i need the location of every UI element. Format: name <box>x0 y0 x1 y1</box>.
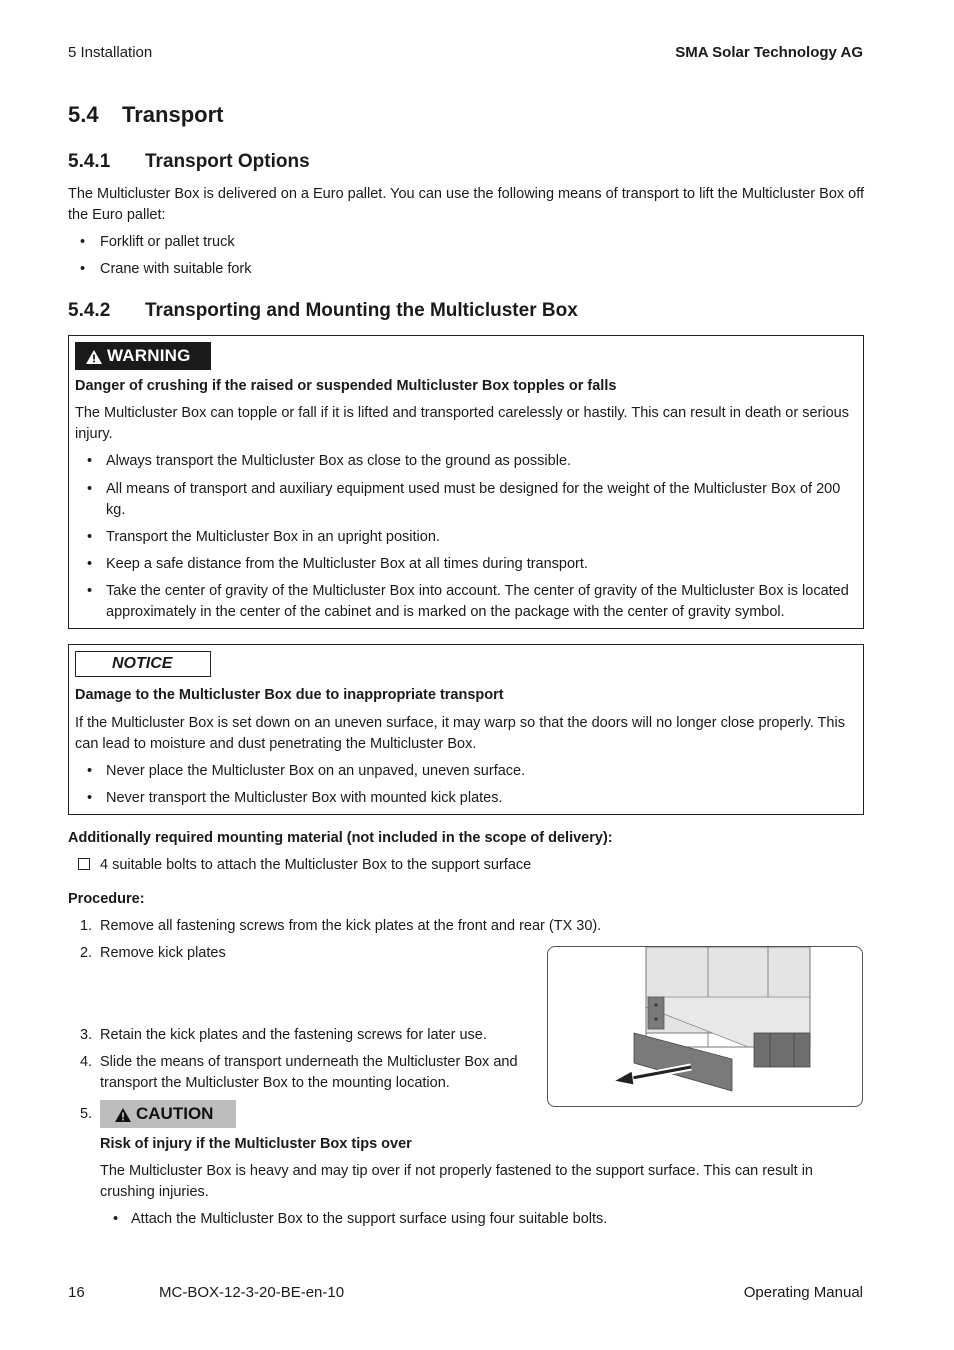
notice-text: If the Multicluster Box is set down on an uneven surface, it may warp so that the doors will no longer close properly. This can lead to moisture and dust penetrating the Multicluster Box. <box>75 715 845 752</box>
material-heading: Additionally required mounting material (not included in the scope of delivery): <box>68 830 613 846</box>
step-text: Remove kick plates <box>100 945 226 961</box>
step-number: 4. <box>80 1054 93 1070</box>
warning-text: The Multicluster Box can topple or fall if it is lifted and transported carelessly or hastily. This can result in death or serious injury. <box>75 405 849 442</box>
step-text: Slide the means of transport underneath the Multicluster Box and transport the Multicluster Box to the mounting location. <box>100 1054 518 1091</box>
bullet: • <box>87 583 93 599</box>
caution-heading: Risk of injury if the Multicluster Box tips over <box>100 1136 412 1152</box>
section-heading <box>68 102 223 128</box>
step-number: 3. <box>80 1027 93 1043</box>
step-number: 2. <box>80 945 93 961</box>
transport-intro: The Multicluster Box is delivered on a Euro pallet. You can use the following means of transport to lift the Multicluster Box off the Euro pallet: <box>68 186 865 223</box>
subsection-title: Transport Options <box>145 151 310 172</box>
bullet: • <box>80 261 86 277</box>
warning-item: Always transport the Multicluster Box as close to the ground as possible. <box>106 453 572 469</box>
list-item: Crane with suitable fork <box>100 261 252 277</box>
caution-item: Attach the Multicluster Box to the support surface using four suitable bolts. <box>131 1211 608 1227</box>
caution-label-text: CAUTION <box>136 1104 214 1123</box>
step-text: Retain the kick plates and the fastening screws for later use. <box>100 1027 487 1043</box>
step-number: 5. <box>80 1106 93 1122</box>
material-item: 4 suitable bolts to attach the Multicluster Box to the support surface <box>100 857 532 873</box>
subsection-heading-options <box>68 151 310 173</box>
bullet: • <box>80 234 86 250</box>
caution-label <box>100 1100 236 1128</box>
notice-heading: Damage to the Multicluster Box due to inappropriate transport <box>75 687 504 703</box>
subsection-heading-mounting <box>68 300 578 322</box>
step-text: Remove all fastening screws from the kick plates at the front and rear (TX 30). <box>100 918 602 934</box>
subsection-number: 5.4.2 <box>68 300 111 321</box>
warning-label <box>75 342 211 370</box>
bullet: • <box>87 790 93 806</box>
warning-heading: Danger of crushing if the raised or suspended Multicluster Box topples or falls <box>75 378 617 394</box>
running-header-company: SMA Solar Technology AG <box>675 44 863 61</box>
subsection-title: Transporting and Mounting the Multicluster Box <box>145 300 578 321</box>
page-number: 16 <box>68 1284 85 1301</box>
warning-item: All means of transport and auxiliary equipment used must be designed for the weight of the Multicluster Box of 200 kg. <box>106 481 841 518</box>
list-item: Forklift or pallet truck <box>100 234 235 250</box>
bullet: • <box>87 453 93 469</box>
warning-label-text: WARNING <box>107 346 191 365</box>
cabinet-kick-plate-drawing <box>548 947 863 1107</box>
warning-item: Keep a safe distance from the Multicluster Box at all times during transport. <box>106 556 588 572</box>
manual-title: Operating Manual <box>743 1284 863 1301</box>
procedure-heading: Procedure: <box>68 891 145 907</box>
bullet: • <box>87 763 93 779</box>
bullet: • <box>87 556 93 572</box>
warning-triangle-icon <box>114 1107 132 1123</box>
subsection-number: 5.4.1 <box>68 151 111 172</box>
kick-plate-illustration <box>547 946 863 1107</box>
bullet: • <box>87 529 93 545</box>
warning-item: Take the center of gravity of the Multicluster Box into account. The center of gravity of the Multicluster Box is located approximately in the center of the cabinet and is marked on the package with the center of gravity symbol. <box>106 583 849 620</box>
caution-text: The Multicluster Box is heavy and may tip over if not properly fastened to the support surface. This can result in crushing injuries. <box>100 1163 813 1200</box>
notice-item: Never transport the Multicluster Box with mounted kick plates. <box>106 790 503 806</box>
checkbox-icon <box>78 858 90 870</box>
bullet: • <box>87 481 93 497</box>
running-header-chapter: 5 Installation <box>68 44 153 61</box>
step-number: 1. <box>80 918 93 934</box>
section-title: Transport <box>122 102 224 127</box>
warning-item: Transport the Multicluster Box in an upright position. <box>106 529 440 545</box>
section-number: 5.4 <box>68 102 99 127</box>
document-id: MC-BOX-12-3-20-BE-en-10 <box>159 1284 345 1301</box>
notice-item: Never place the Multicluster Box on an unpaved, uneven surface. <box>106 763 526 779</box>
notice-label: NOTICE <box>75 651 211 677</box>
warning-triangle-icon <box>85 349 103 365</box>
bullet: • <box>113 1211 119 1227</box>
